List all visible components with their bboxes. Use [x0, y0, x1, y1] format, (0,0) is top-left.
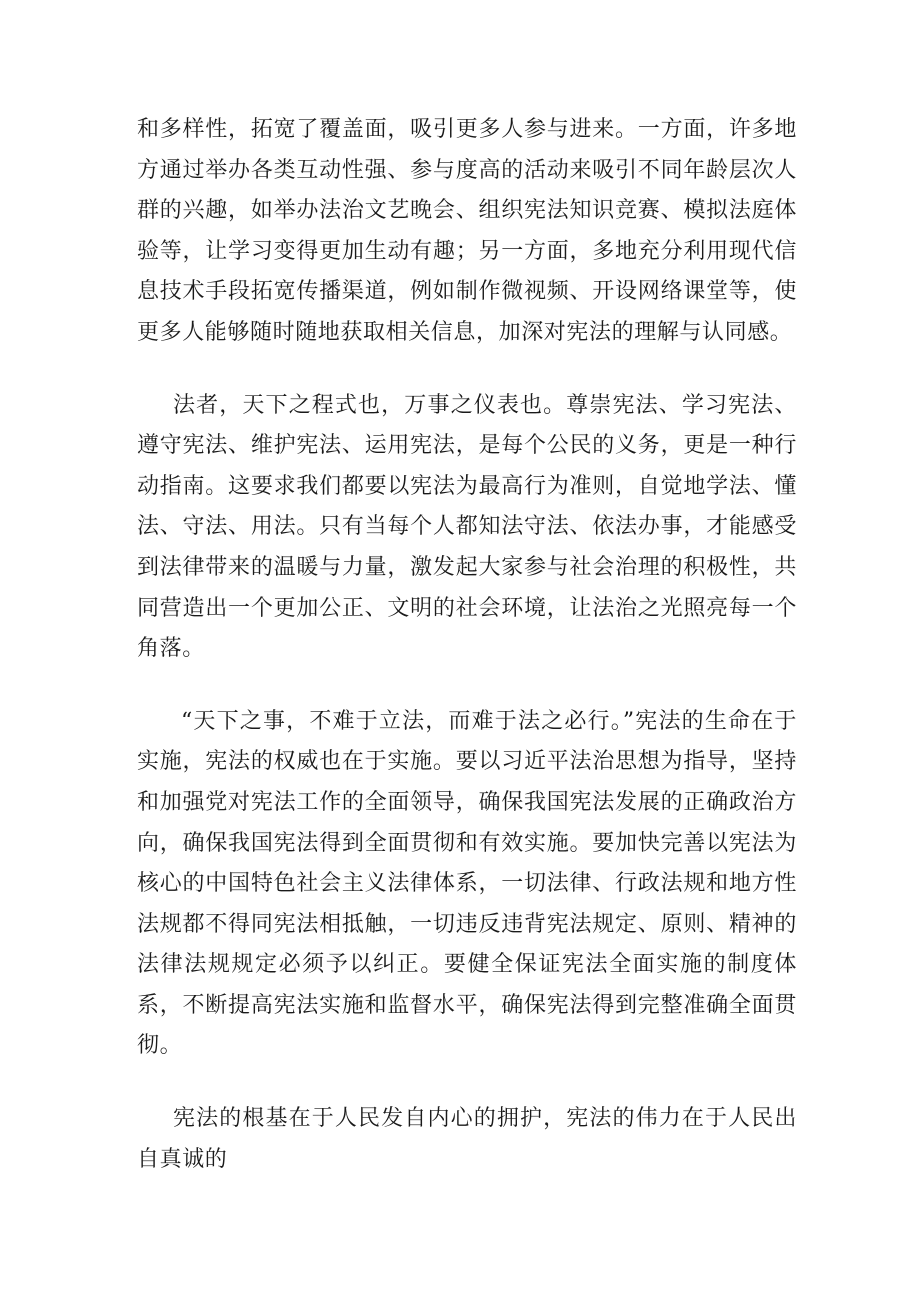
paragraph-1: 和多样性，拓宽了覆盖面，吸引更多人参与进来。一方面，许多地方通过举办各类互动性强、参与度高的活动来吸引不同年龄层次人群的兴趣，如举办法治文艺晚会、组织宪法知识竞赛、模拟法庭体验等，让学习变得更加生动有趣；另一方面，多地充分利用现代信息技术手段拓宽传播渠道，例如制作微视频、开设网络课堂等，使更多人能够随时随地获取相关信息，加深对宪法的理解与认同感。: [137, 117, 797, 345]
paragraph-3: “天下之事，不难于立法，而难于法之必行。”宪法的生命在于实施，宪法的权威也在于实施。要以习近平法治思想为指导，坚持和加强党对宪法工作的全面领导，确保我国宪法发展的正确政治方向，确保我国宪法得到全面贯彻和有效实施。要加快完善以宪法为核心的中国特色社会主义法律体系，一切法律、行政法规和地方性法规都不得同宪法相抵触，一切违反违背宪法规定、原则、精神的法律法规规定必须予以纠正。要健全保证宪法全面实施的制度体系，不断提高宪法实施和监督水平，确保宪法得到完整准确全面贯彻。: [137, 708, 797, 1059]
document-body: [137, 110, 797, 1212]
paragraph-4: 宪法的根基在于人民发自内心的拥护，宪法的伟力在于人民出自真诚的: [137, 1106, 797, 1172]
paragraph-2: 法者，天下之程式也，万事之仪表也。尊崇宪法、学习宪法、遵守宪法、维护宪法、运用宪法，是每个公民的义务，更是一种行动指南。这要求我们都要以宪法为最高行为准则，自觉地学法、懂法、守法、用法。只有当每个人都知法守法、依法办事，才能感受到法律带来的温暖与力量，激发起大家参与社会治理的积极性，共同营造出一个更加公正、文明的社会环境，让法治之光照亮每一个角落。: [137, 392, 797, 662]
